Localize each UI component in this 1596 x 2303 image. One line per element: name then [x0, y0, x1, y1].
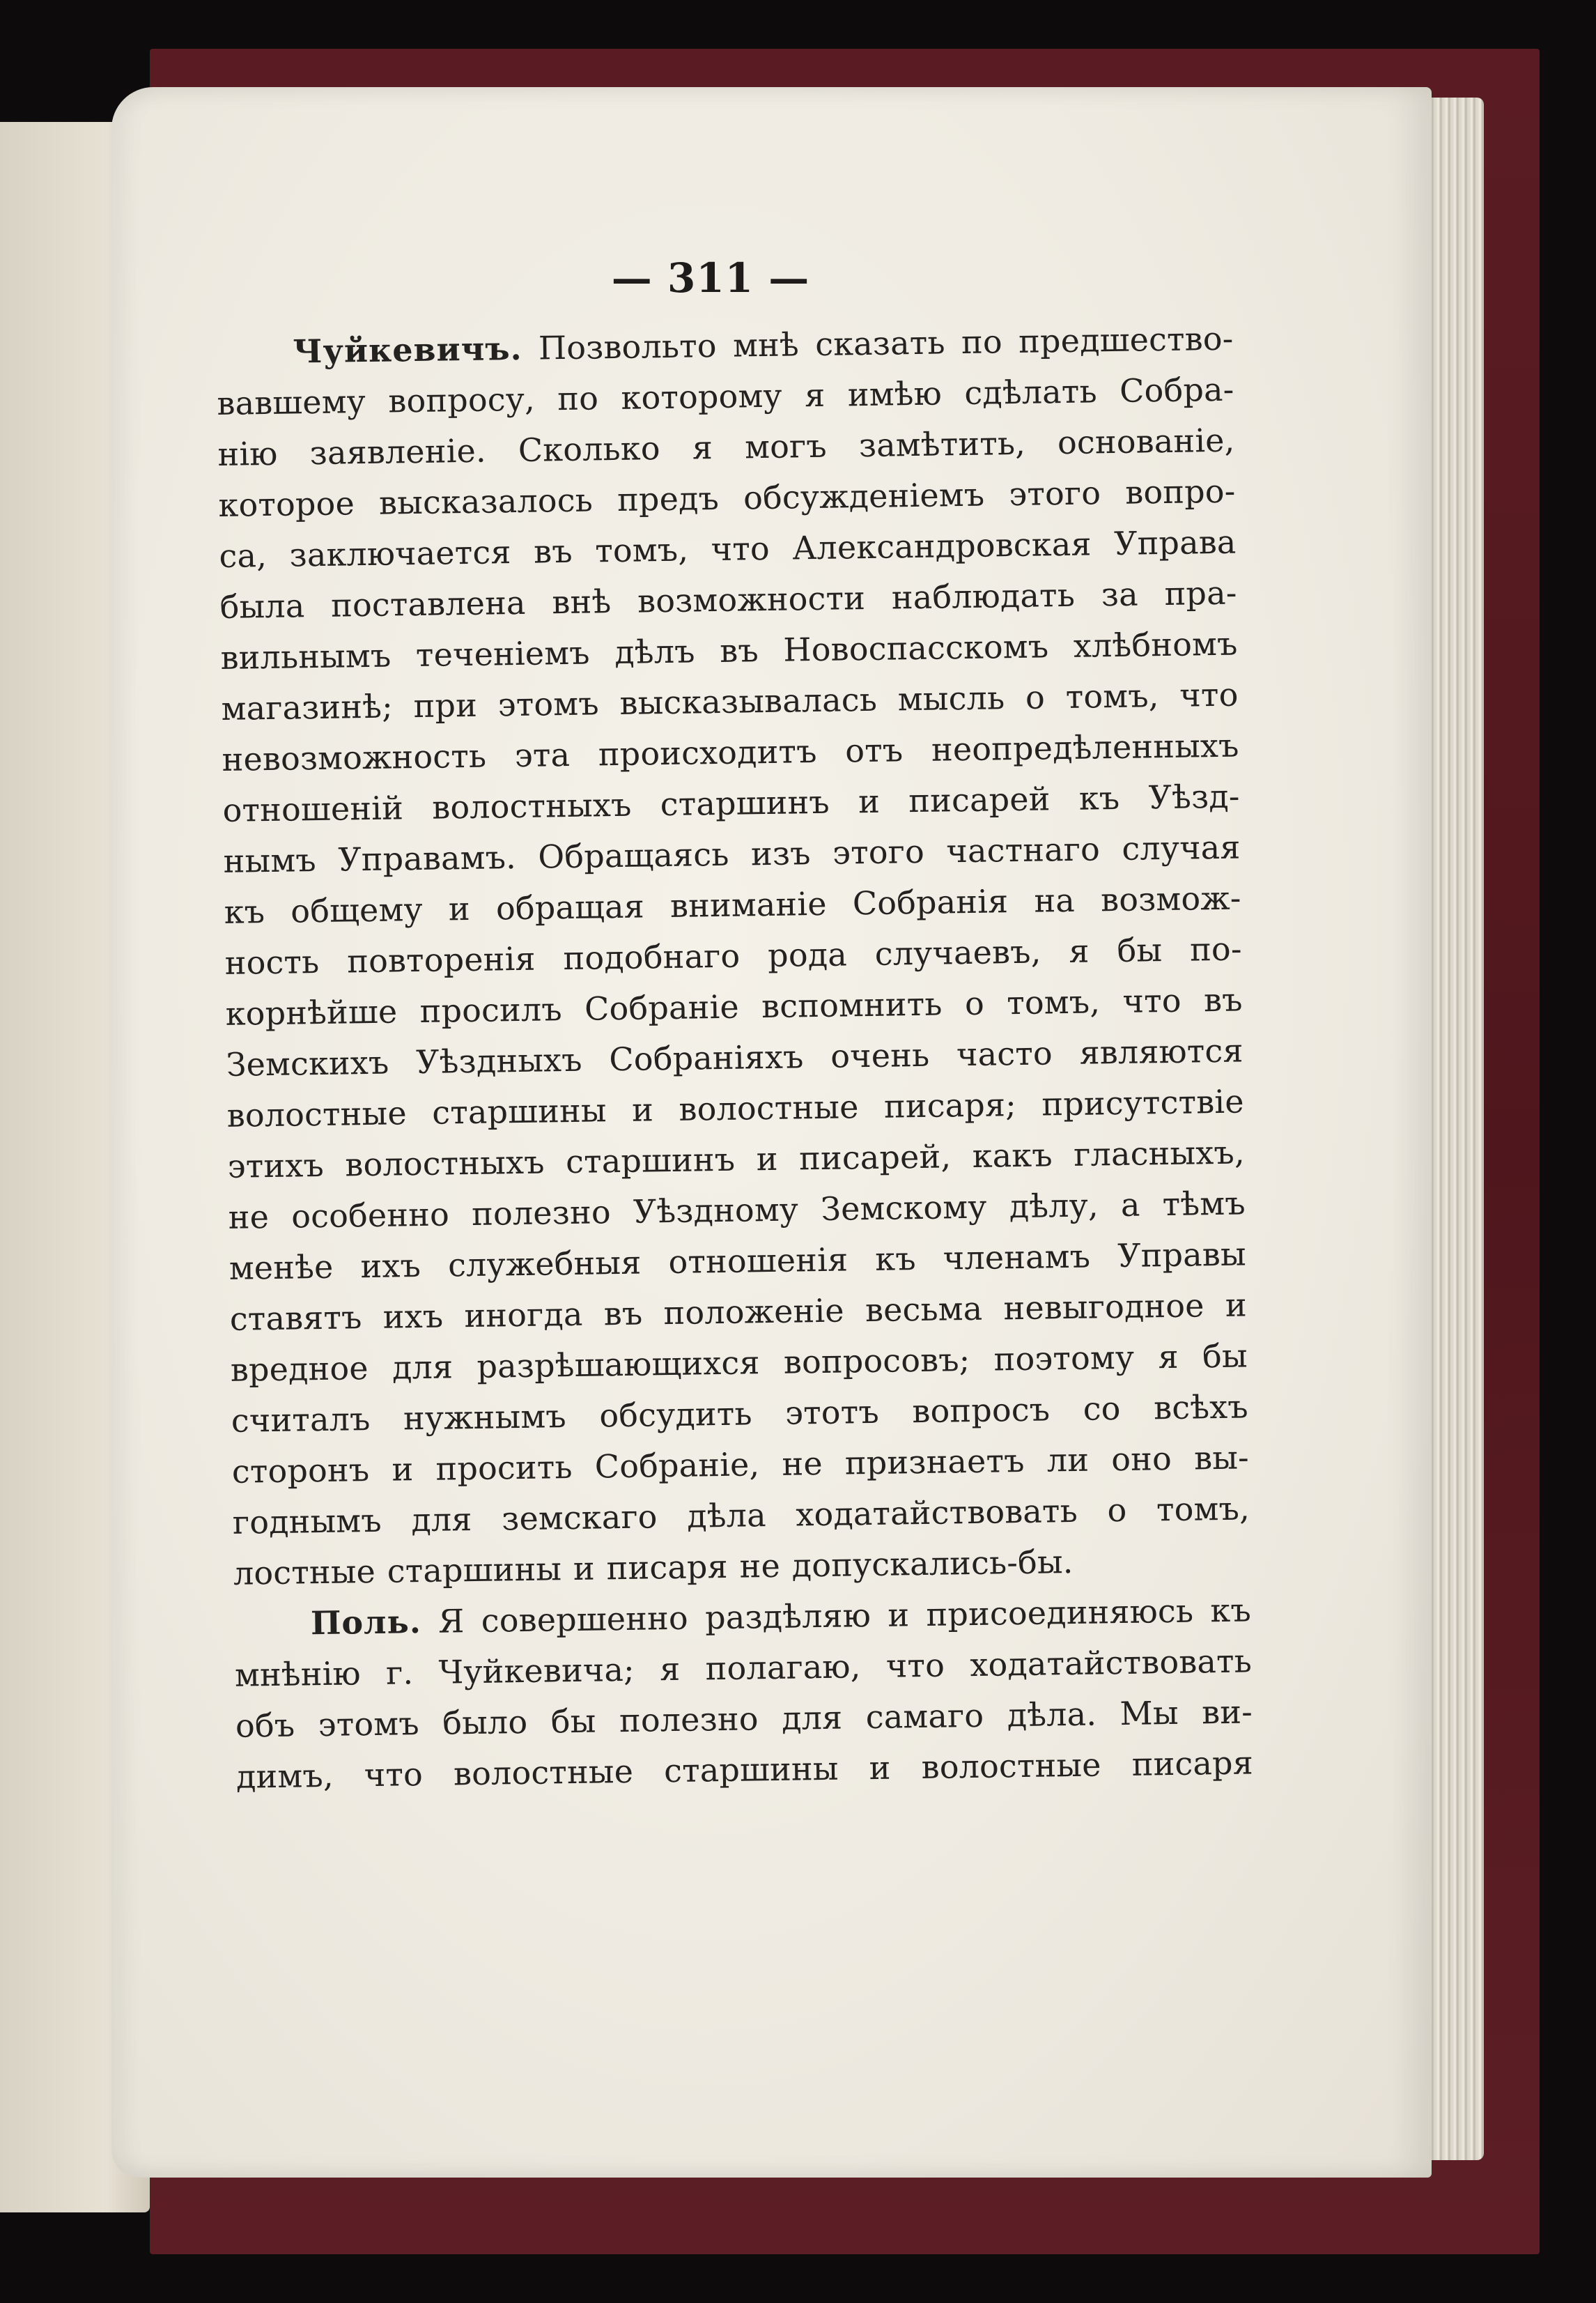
text-line: Земскихъ Уѣздныхъ Собраніяхъ очень часто являются — [226, 1031, 1244, 1084]
text-line: отношеній волостныхъ старшинъ и писарей къ Уѣзд- — [222, 777, 1240, 829]
text-line: Поль. Я совершенно раздѣляю и присоединяюсь къ — [310, 1591, 1252, 1642]
text-line: вредное для разрѣшающихся вопросовъ; поэтому я бы — [230, 1337, 1248, 1389]
text-line: ность повторенія подобнаго рода случаевъ, я бы по- — [224, 930, 1242, 982]
text-line: волостные старшины и волостные писаря; присутствіе — [226, 1082, 1245, 1134]
text-line: объ этомъ было бы полезно для самаго дѣла. Мы ви- — [235, 1693, 1253, 1745]
text-line: менѣе ихъ служебныя отношенія къ членамъ Управы — [228, 1235, 1247, 1287]
speaker-name: Поль. — [310, 1603, 422, 1642]
speaker-name: Чуйкевичъ. — [293, 329, 522, 371]
text-line: вавшему вопросу, по которому я имѣю сдѣлать Собра- — [217, 370, 1234, 422]
text-line: невозможность эта происходитъ отъ неопредѣленныхъ — [222, 726, 1239, 778]
text-line: была поставлена внѣ возможности наблюдать за пра- — [219, 573, 1237, 626]
text-line: не особенно полезно Уѣздному Земскому дѣлу, а тѣмъ — [228, 1184, 1246, 1236]
text-line: мнѣнію г. Чуйкевича; я полагаю, что ходатайствовать — [234, 1642, 1253, 1694]
text-line: которое высказалось предъ обсужденіемъ этого вопро- — [218, 472, 1236, 524]
text-line: годнымъ для земскаго дѣла ходатайствовать о томъ, — [232, 1489, 1250, 1541]
text-line: магазинѣ; при этомъ высказывалась мысль о томъ, что — [221, 675, 1239, 727]
text-line: Чуйкевичъ. Позвольто мнѣ сказать по предшество- — [293, 319, 1234, 371]
text-line: димъ, что волостные старшины и волостные писаря — [235, 1743, 1254, 1796]
text-line: считалъ нужнымъ обсудить этотъ вопросъ со всѣхъ — [231, 1387, 1249, 1440]
text-line: вильнымъ теченіемъ дѣлъ въ Новоспасскомъ хлѣбномъ — [220, 624, 1238, 677]
text-line: къ общему и обращая вниманіе Собранія на возмож- — [224, 879, 1241, 931]
page-number: — 311 — — [611, 254, 810, 302]
text-line: нымъ Управамъ. Обращаясь изъ этого частнаго случая — [223, 828, 1241, 880]
text-line: нію заявленіе. Сколько я могъ замѣтить, основаніе, — [217, 421, 1235, 473]
text-line: лостные старшины и писаря не допускались-бы. — [233, 1542, 1074, 1592]
text-line: са, заключается въ томъ, что Александровская Управа — [219, 523, 1237, 575]
text-line: ставятъ ихъ иногда въ положеніе весьма невыгодное и — [229, 1286, 1248, 1338]
text-line: этихъ волостныхъ старшинъ и писарей, какъ гласныхъ, — [227, 1133, 1246, 1185]
page-text — [216, 314, 1253, 1803]
text-line: сторонъ и просить Собраніе, не признаетъ ли оно вы- — [231, 1438, 1250, 1491]
text-line: корнѣйше просилъ Собраніе вспомнить о томъ, что въ — [225, 980, 1243, 1033]
